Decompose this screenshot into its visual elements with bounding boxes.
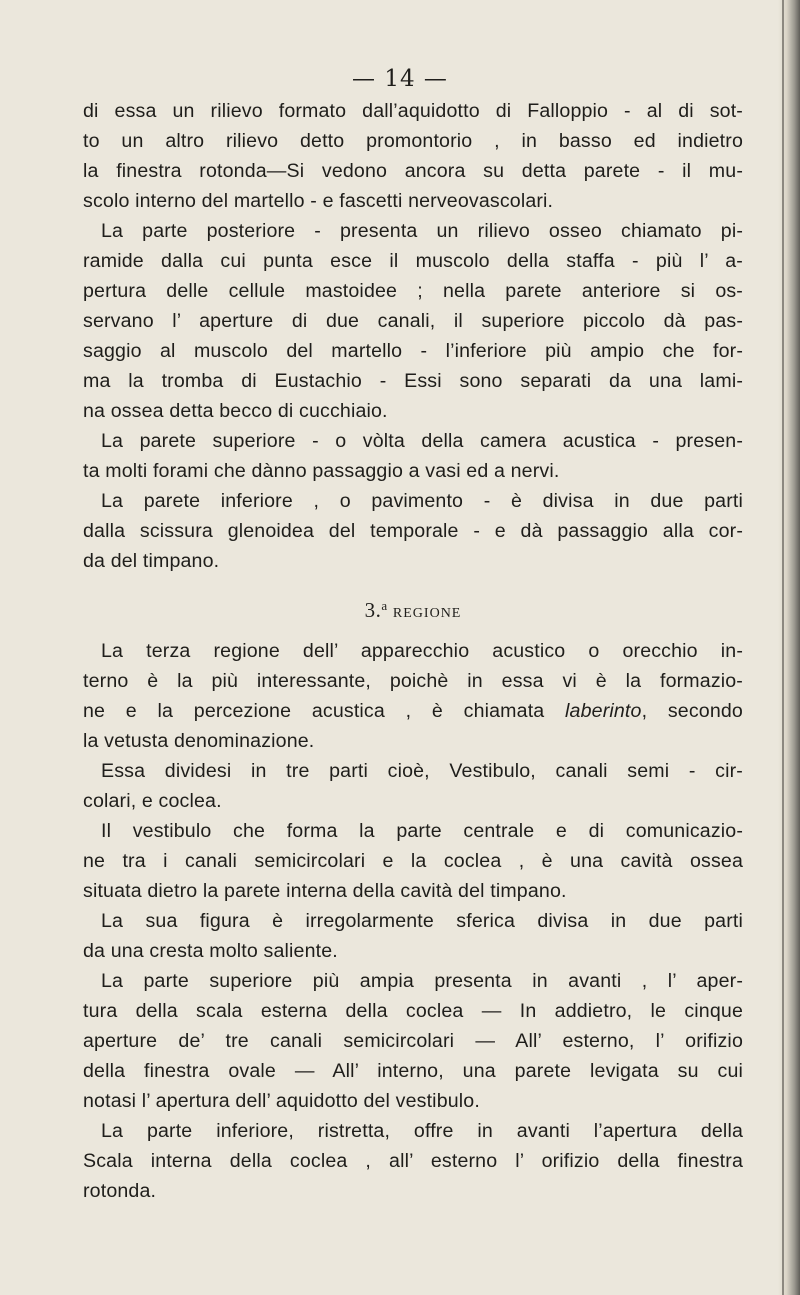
text-block-2	[83, 636, 743, 1206]
text-line: La parete inferiore , o pavimento - è divisa in due parti	[101, 490, 743, 512]
text-line: Il vestibulo che forma la parte centrale e di comunicazio-	[101, 820, 743, 842]
text-line: terno è la più interessante, poichè in essa vi è la formazio-	[83, 670, 743, 692]
text-line: Scala interna della coclea , all’ esterno l’ orifizio della finestra	[83, 1150, 743, 1172]
text-line: tura della scala esterna della coclea — In addietro, le cinque	[83, 1000, 743, 1022]
text-line: La parete superiore - o vòlta della camera acustica - presen-	[101, 430, 743, 452]
text-line: la finestra rotonda—Si vedono ancora su detta parete - il mu-	[83, 160, 743, 182]
text-line: to un altro rilievo detto promontorio , in basso ed indietro	[83, 130, 743, 152]
text-line: La terza regione dell’ apparecchio acustico o orecchio in-	[101, 640, 743, 662]
text-segment: ne e la percezione acustica , è chiamata	[83, 700, 566, 722]
text-line: La parte superiore più ampia presenta in avanti , l’ aper-	[101, 970, 743, 992]
text-block-1	[83, 96, 743, 576]
text-line: La parte posteriore - presenta un rilievo osseo chiamato pi-	[101, 220, 743, 242]
text-line: da una cresta molto saliente.	[83, 940, 338, 962]
text-line: Essa dividesi in tre parti cioè, Vestibulo, canali semi - cir-	[101, 760, 743, 782]
text-line: la vetusta denominazione.	[83, 730, 315, 752]
text-line: ma la tromba di Eustachio - Essi sono separati da una lami-	[83, 370, 743, 392]
page-number: — 14 —	[352, 66, 448, 92]
text-line: na ossea detta becco di cucchiaio.	[83, 400, 388, 422]
text-line: da del timpano.	[83, 550, 220, 572]
text-line: notasi l’ apertura dell’ aquidotto del vestibulo.	[83, 1090, 480, 1112]
text-segment: , secondo	[641, 700, 743, 722]
text-line: scolo interno del martello - e fascetti nerveovascolari.	[83, 190, 554, 212]
section-number: 3.	[364, 598, 382, 622]
text-line: colari, e coclea.	[83, 790, 222, 812]
text-line: di essa un rilievo formato dall’aquidotto di Falloppio - al di sot-	[83, 100, 743, 122]
section-title: REGIONE	[392, 606, 462, 621]
text-line: La parte inferiore, ristretta, offre in avanti l’apertura della	[101, 1120, 743, 1142]
body-text	[83, 96, 743, 1206]
text-line: ta molti forami che dànno passaggio a vasi ed a nervi.	[83, 460, 560, 482]
text-line: situata dietro la parete interna della cavità del timpano.	[83, 880, 567, 902]
section-heading	[83, 576, 743, 636]
text-line: La sua figura è irregolarmente sferica divisa in due parti	[101, 910, 743, 932]
text-line: rotonda.	[83, 1180, 157, 1202]
text-line: ne tra i canali semicircolari e la coclea , è una cavità ossea	[83, 850, 743, 872]
text-line: ramide dalla cui punta esce il muscolo della staffa - più l’ a-	[83, 250, 743, 272]
text-line: pertura delle cellule mastoidee ; nella parete anteriore si os-	[83, 280, 743, 302]
text-line: dalla scissura glenoidea del temporale - e dà passaggio alla cor-	[83, 520, 743, 542]
section-superscript: a	[381, 598, 388, 613]
page-edge-line	[782, 0, 784, 1295]
text-line: saggio al muscolo del martello - l’inferiore più ampio che for-	[83, 340, 743, 362]
text-line: aperture de’ tre canali semicircolari — All’ esterno, l’ orifizio	[83, 1030, 743, 1052]
text-line: servano l’ aperture di due canali, il superiore piccolo dà pas-	[83, 310, 743, 332]
text-line	[83, 696, 743, 726]
italic-term: laberinto	[565, 700, 642, 722]
text-line: della finestra ovale — All’ interno, una parete levigata su cui	[83, 1060, 743, 1082]
